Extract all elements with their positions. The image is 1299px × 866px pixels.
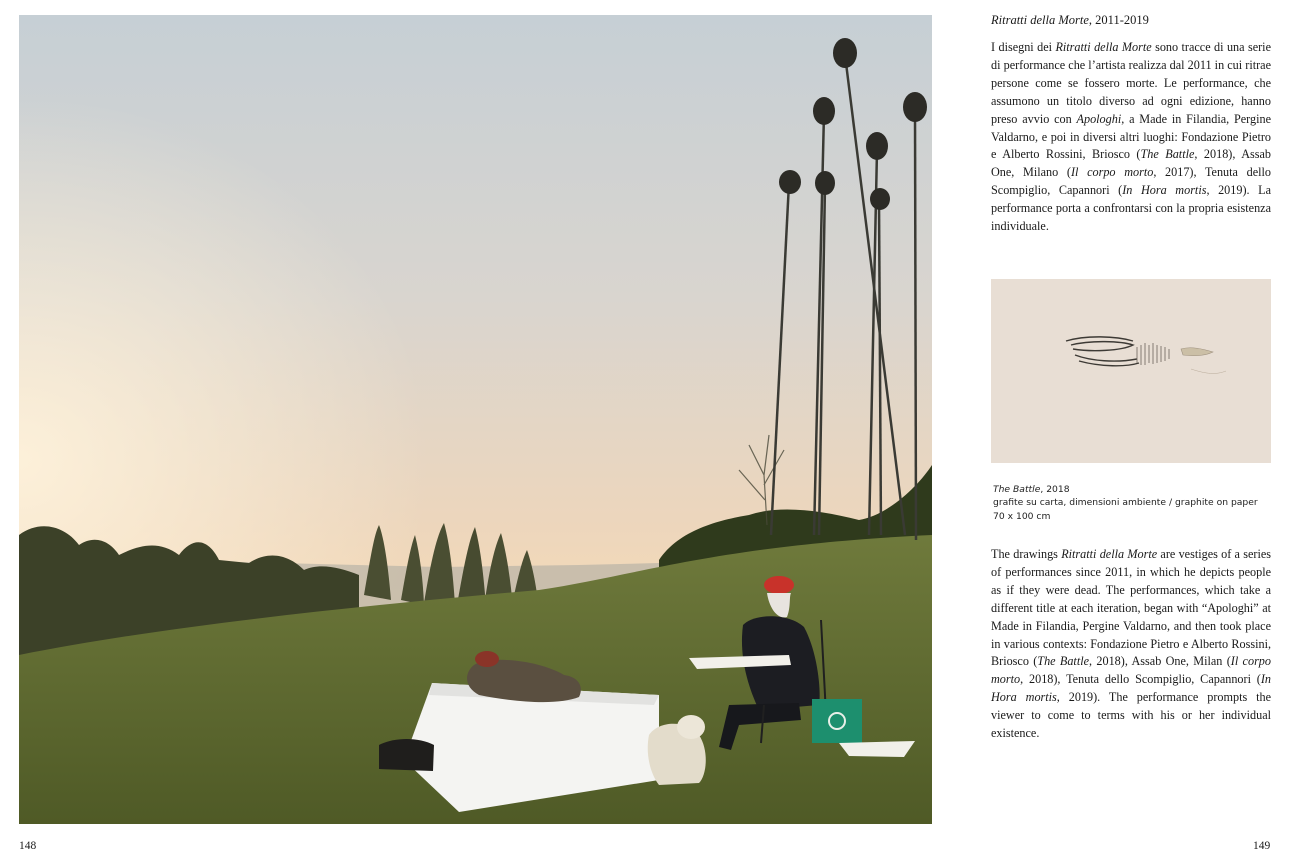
- artwork-image: [991, 279, 1271, 463]
- text-span: are vestiges of a series of performances since 2011, in which he depicts people as if they were dead. The performances, which take a different title at each iteration, began with “Apologhi” at Made in Filandia, Pergine Valdarno, and then took place in various contexts: Fondazione Pietro e Alberto Rossini, Briosco (: [991, 547, 1271, 669]
- text-span: , 2019). The performance prompts the viewer to come to terms with his or her individual existence.: [991, 690, 1271, 741]
- text-italic: Il corpo morto: [1070, 165, 1154, 180]
- text-span: , 2018), Assab One, Milan (: [1089, 654, 1231, 669]
- text-span: I disegni dei: [991, 40, 1056, 54]
- performance-photo: [19, 15, 932, 824]
- caption-size: 70 x 100 cm: [993, 510, 1051, 522]
- text-span: , a Made in Filandia, Pergine Valdarno, e poi in diversi altri luoghi: Fondazione Pietro e Alberto Rossini, Briosco (: [991, 111, 1271, 162]
- caption-year: , 2018: [1040, 484, 1070, 495]
- text-italic: Ritratti della Morte: [1055, 40, 1152, 54]
- text-italic: The Battle: [1037, 654, 1090, 669]
- caption-title: The Battle: [993, 484, 1041, 495]
- text-italic: Apologhi: [1076, 111, 1122, 126]
- text-italic: The Battle: [1140, 147, 1195, 162]
- text-italic: Il corpo morto: [991, 654, 1271, 687]
- caption-medium: grafite su carta, dimensioni ambiente / graphite on paper: [993, 497, 1258, 509]
- text-italic: In Hora mortis: [991, 672, 1271, 705]
- text-span: , 2019). La performance porta a confrontarsi con la propria esistenza individuale.: [991, 183, 1271, 234]
- heading-dates: , 2011-2019: [1088, 13, 1149, 27]
- section-heading: [991, 12, 1273, 29]
- italian-paragraph: [991, 39, 1271, 236]
- text-span: , 2018), Tenuta dello Scompiglio, Capannori (: [1020, 672, 1261, 687]
- text-span: sono tracce di una serie di performance che l’artista realizza dal 2011 in cui ritrae persone come se fossero morte. Le performance, che assumono un titolo diverso ad ogni edizione, hanno preso avvio con: [991, 40, 1271, 126]
- text-span: , 2018), Assab One, Milano (: [991, 147, 1271, 180]
- english-paragraph: [991, 546, 1271, 743]
- page-number-right: 149: [1253, 840, 1271, 852]
- heading-title: Ritratti della Morte: [991, 13, 1089, 27]
- text-italic: In Hora mortis: [1122, 183, 1207, 198]
- text-italic: Ritratti della Morte: [1061, 547, 1158, 561]
- page-number-left: 148: [19, 840, 37, 852]
- text-span: The drawings: [991, 547, 1062, 561]
- artwork-caption: [993, 483, 1273, 523]
- text-span: , 2017), Tenuta dello Scompiglio, Capannori (: [991, 165, 1271, 198]
